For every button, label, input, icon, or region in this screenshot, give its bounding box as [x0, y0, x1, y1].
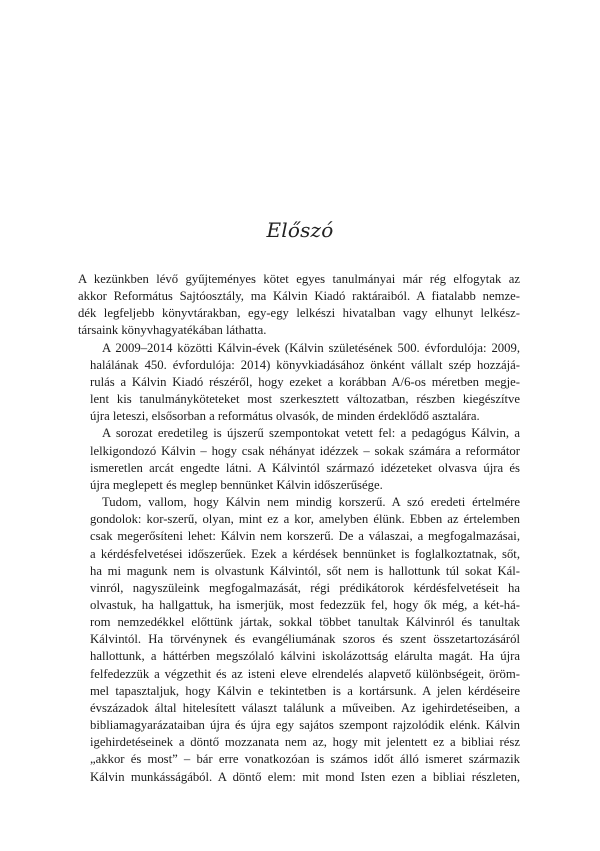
text-line: akkor Református Sajtóosztály, ma Kálvin Kiadó raktáraiból. A fiatalabb nemze-	[78, 289, 520, 304]
text-line: társaink könyvhagyatékában láthatta.	[78, 323, 267, 338]
paragraph	[78, 271, 520, 340]
text-line: mel tapasztaljuk, hogy Kálvin e tekintetben is a kortársunk. A jelen kérdéseire	[90, 683, 520, 698]
text-line: felfedezzük a végzethit és az isteni eleve elrendelés alapvető különbségeit, öröm-	[90, 666, 520, 681]
text-line: csak megerősíteni lehet: Kálvin nem korszerű. De a válaszai, a megfogalmazásai,	[90, 529, 520, 544]
text-line: A sorozat eredetileg is újszerű szempontokat vetett fel: a pedagógus Kálvin, a	[102, 426, 520, 441]
page-title: Előszó	[266, 218, 334, 242]
text-line: „akkor és most” – bár erre vonatkozóan is számos időt álló ismeret származik	[90, 752, 520, 767]
text-line: ha mi magunk nem is olvastunk Kálvintól, sőt nem is hallottunk túl sokat Kál-	[90, 563, 520, 578]
text-line: Tudom, vallom, hogy Kálvin nem mindig korszerű. A szó eredeti értelmére	[102, 495, 520, 510]
text-line: újra leteszi, elsősorban a református olvasók, de minden érdeklődő asztalára.	[90, 409, 480, 424]
text-line: újra meglepett és meglep bennünket Kálvin időszerűsége.	[90, 477, 383, 492]
text-line: évszázadok által hitelesített választ találunk a műveiben. Az igehirdetéseiben, a	[90, 700, 520, 715]
text-line: Kálvintól. Ha törvénynek és evangéliumának szoros és szent összetartozásáról	[90, 632, 520, 647]
text-line: gondolok: kor-szerű, olyan, mint ez a kor, amelyben élünk. Ebben az értelemben	[90, 512, 520, 527]
preface-body	[78, 271, 520, 786]
text-line: rom nemzedékkel előttünk jártak, sokkal többet tanultak Kálvinról és tanultak	[90, 615, 520, 630]
text-line: olvastuk, ha hallgattuk, ha ismerjük, most fedezzük fel, hogy ők még, a két-há-	[90, 597, 520, 612]
paragraph	[78, 340, 520, 426]
text-line: hallottunk, a háttérben megszólaló kálvini iskolázottság elárulta magát. Ha újra	[90, 649, 520, 664]
text-line: halálának 450. évfordulója: 2014) könyvkiadásához önként vállalt szép hozzájá-	[90, 357, 520, 372]
text-line: bibliamagyarázataiban újra és újra egy sajátos szempont rajzolódik elénk. Kálvin	[90, 718, 520, 733]
text-line: igehirdetéseinek a döntő mozzanata nem az, hogy mit jelentett ez a bibliai rész	[90, 735, 520, 750]
text-line: vinról, nagyszüleink megfogalmazását, régi prédikátorok kérdésfelvetéseit ha	[90, 580, 520, 595]
text-line: dék legfeljebb könyvtárakban, egy-egy lelkészi hivatalban vagy elhunyt lelkész-	[78, 306, 520, 321]
text-line: ismeretlen arcát engedte látni. A Kálvintól származó idézeteket olvasva újra és	[90, 460, 520, 475]
text-line: lent kis tanulmányköteteket most szerkesztett változatban, részben kiegészítve	[90, 392, 520, 407]
text-line: A kezünkben lévő gyűjteményes kötet egyes tanulmányai már rég elfogytak az	[78, 272, 520, 286]
text-line: Kálvin munkásságából. A döntő elem: mit mond Isten ezen a bibliai részleten,	[90, 769, 520, 784]
text-line: a kérdésfelvetései időszerűek. Ezek a kérdések bennünket is foglalkoztatnak, sőt,	[90, 546, 520, 561]
paragraph	[78, 425, 520, 494]
text-line: A 2009–2014 közötti Kálvin-évek (Kálvin születésének 500. évfordulója: 2009,	[102, 340, 520, 355]
paragraph	[78, 494, 520, 786]
text-line: lelkigondozó Kálvin – hogy csak néhányat idézzek – sokak számára a reformátor	[90, 443, 520, 458]
text-line: rulás a Kálvin Kiadó részéről, hogy ezeket a korábban A/6-os méretben megje-	[90, 374, 520, 389]
